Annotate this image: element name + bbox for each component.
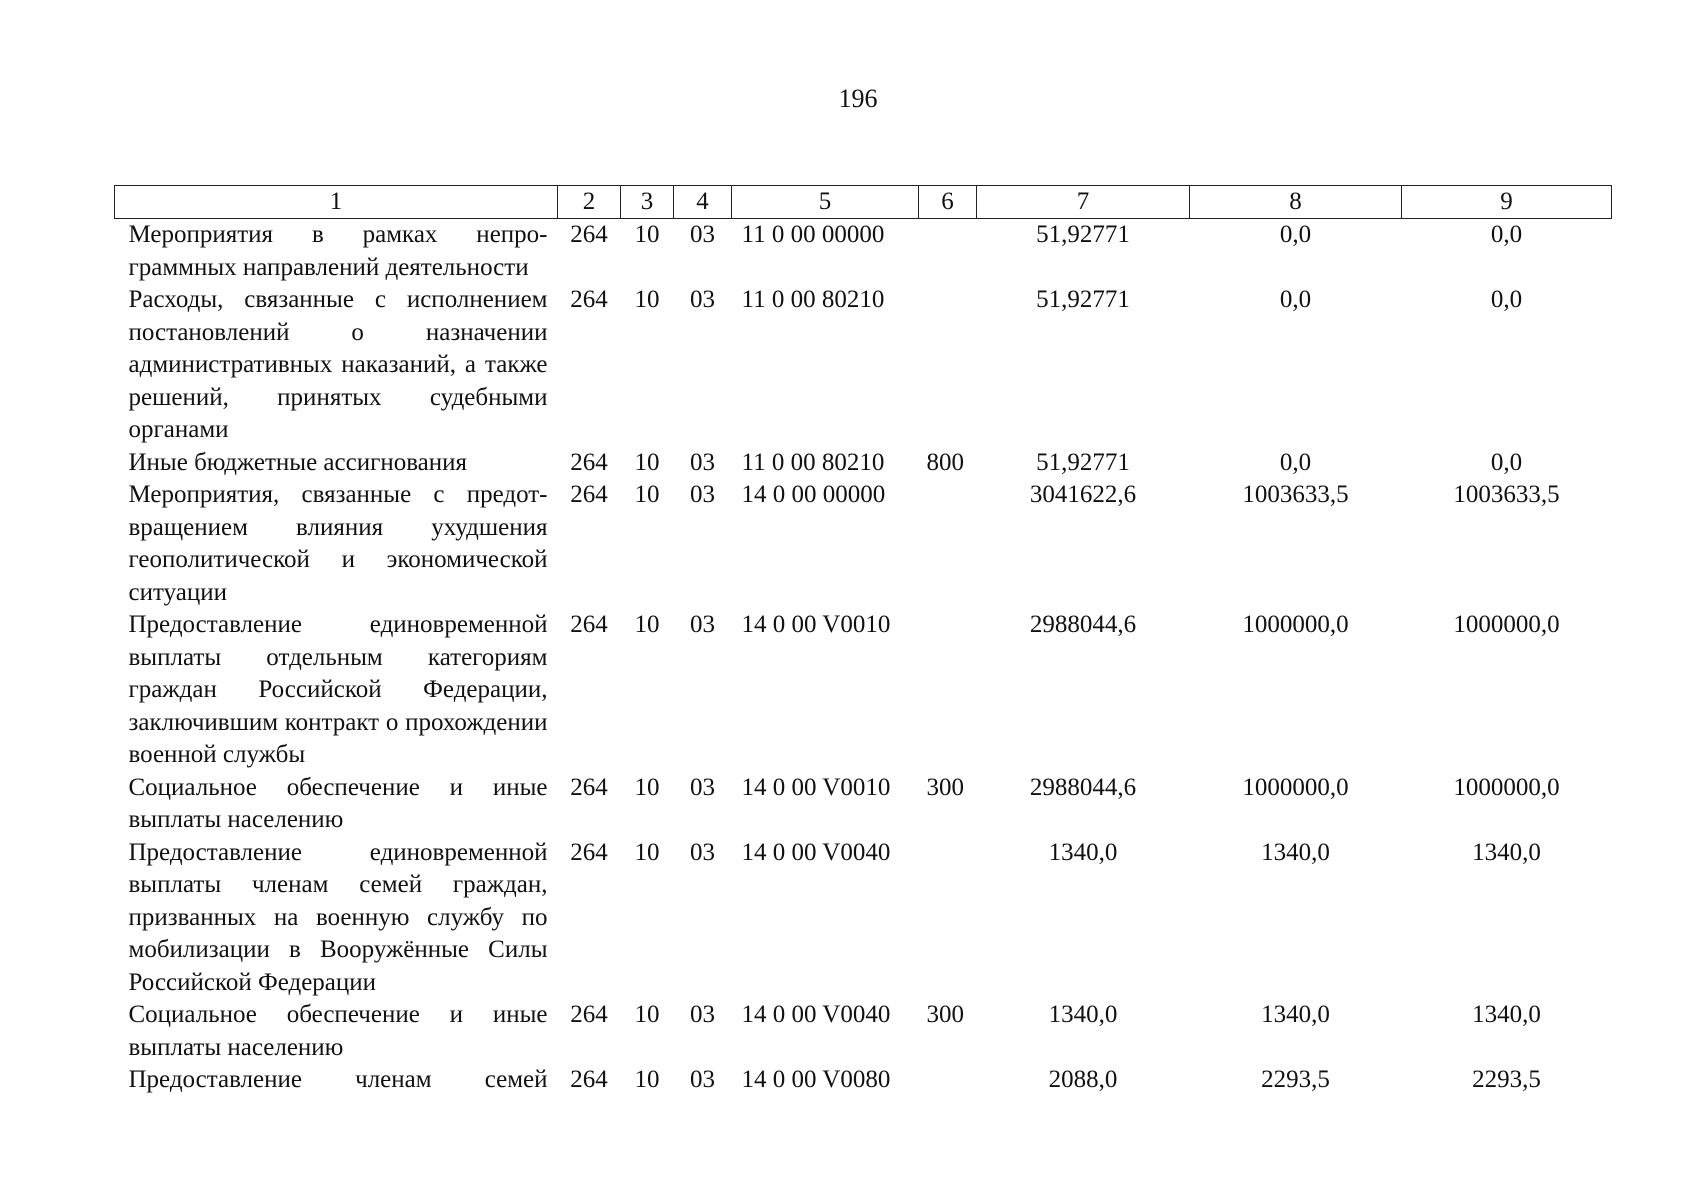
header-col-2: 2 xyxy=(558,186,621,219)
row-target-article: 14 0 00 V0040 xyxy=(741,1001,891,1028)
budget-table xyxy=(114,185,1612,1097)
row-amount-col9: 1000000,0 xyxy=(1453,773,1560,801)
row-section-code: 10 xyxy=(634,448,660,476)
row-name: Социальное обеспечение и иные выплаты населению xyxy=(128,1001,548,1061)
table-body xyxy=(115,219,1612,1097)
row-section-code: 10 xyxy=(634,1066,660,1093)
row-ministry-code: 264 xyxy=(570,448,608,476)
row-name: Мероприятия, связанные с предотвращением влияния ухудшения геополитической и экономической ситуации xyxy=(128,481,548,606)
row-expense-type: 800 xyxy=(926,448,964,476)
row-ministry-code: 264 xyxy=(570,773,608,801)
row-ministry-code: 264 xyxy=(570,221,608,248)
table-row xyxy=(115,837,1612,1000)
header-col-7: 7 xyxy=(977,186,1190,219)
table-row xyxy=(115,999,1612,1064)
budget-table-container xyxy=(114,185,1611,1097)
row-name: Социальное обеспечение и иные выплаты населению xyxy=(128,773,548,833)
row-amount-col8: 1340,0 xyxy=(1261,838,1330,866)
row-target-article: 14 0 00 00000 xyxy=(741,481,886,508)
row-section-code: 10 xyxy=(634,773,660,801)
row-subsection-code: 03 xyxy=(690,838,715,866)
row-expense-type xyxy=(919,219,977,285)
row-subsection-code: 03 xyxy=(690,1001,715,1028)
row-expense-type: 300 xyxy=(926,1001,964,1028)
row-amount-col9: 1340,0 xyxy=(1472,838,1541,866)
table-row xyxy=(115,609,1612,772)
row-name: Расходы, связанные с исполнением постановлений о назначении административных наказаний, а также решений, принятых судебными органами xyxy=(128,286,548,443)
header-col-5: 5 xyxy=(732,186,919,219)
row-amount-col8: 1340,0 xyxy=(1261,1001,1330,1028)
table-row xyxy=(115,479,1612,609)
header-col-6: 6 xyxy=(919,186,977,219)
row-name: Иные бюджетные ассигнования xyxy=(128,448,468,476)
row-subsection-code: 03 xyxy=(690,1066,715,1093)
header-row xyxy=(115,186,1612,219)
row-amount-col9: 1003633,5 xyxy=(1453,481,1560,508)
row-section-code: 10 xyxy=(634,481,660,508)
row-ministry-code: 264 xyxy=(570,1001,608,1028)
row-expense-type xyxy=(919,479,977,609)
row-expense-type xyxy=(919,1064,977,1097)
row-amount-col9: 0,0 xyxy=(1490,221,1523,248)
row-name: Мероприятия в рамках непрограммных направлений деятельности xyxy=(128,221,548,281)
row-amount-col9: 1000000,0 xyxy=(1453,611,1560,638)
row-amount-col9: 1340,0 xyxy=(1472,1001,1541,1028)
row-amount-col7: 2988044,6 xyxy=(1029,773,1137,801)
row-subsection-code: 03 xyxy=(690,611,715,638)
page-number: 196 xyxy=(838,84,878,113)
row-name: Предоставление единовременной выплаты отдельным категориям граждан Российской Федерации, заключившим контракт о прохождении военной службы xyxy=(128,611,548,768)
table-row xyxy=(115,284,1612,447)
row-amount-col9: 0,0 xyxy=(1490,448,1523,476)
row-amount-col7: 51,92771 xyxy=(1036,448,1130,476)
row-amount-col8: 1000000,0 xyxy=(1242,773,1349,801)
row-expense-type: 300 xyxy=(926,773,964,801)
table-header xyxy=(115,186,1612,219)
row-amount-col7: 2988044,6 xyxy=(1029,611,1137,638)
row-amount-col7: 1340,0 xyxy=(1048,838,1118,866)
row-amount-col7: 3041622,6 xyxy=(1029,481,1137,508)
row-amount-col7: 2088,0 xyxy=(1048,1066,1118,1093)
row-target-article: 14 0 00 V0040 xyxy=(741,838,891,866)
row-target-article: 11 0 00 80210 xyxy=(741,286,885,313)
header-col-9: 9 xyxy=(1402,186,1612,219)
row-section-code: 10 xyxy=(634,221,660,248)
row-ministry-code: 264 xyxy=(570,611,608,638)
table-row xyxy=(115,447,1612,480)
row-ministry-code: 264 xyxy=(570,481,608,508)
row-section-code: 10 xyxy=(634,286,660,313)
header-col-1: 1 xyxy=(115,186,558,219)
row-subsection-code: 03 xyxy=(690,286,715,313)
row-target-article: 11 0 00 80210 xyxy=(741,448,885,476)
row-section-code: 10 xyxy=(634,611,660,638)
row-amount-col8: 1003633,5 xyxy=(1242,481,1349,508)
row-section-code: 10 xyxy=(634,1001,660,1028)
row-expense-type xyxy=(919,609,977,772)
row-target-article: 14 0 00 V0010 xyxy=(741,773,891,801)
row-amount-col7: 51,92771 xyxy=(1036,286,1130,313)
row-target-article: 11 0 00 00000 xyxy=(741,221,885,248)
row-amount-col9: 0,0 xyxy=(1490,286,1523,313)
header-col-3: 3 xyxy=(621,186,674,219)
table-row xyxy=(115,1064,1612,1097)
table-row xyxy=(115,219,1612,285)
row-target-article: 14 0 00 V0080 xyxy=(741,1066,891,1093)
row-amount-col8: 1000000,0 xyxy=(1242,611,1349,638)
row-name: Предоставление единовременной выплаты членам семей граждан, призванных на военную службу по мобилизации в Вооружённые Силы Российской Федерации xyxy=(128,838,548,996)
row-target-article: 14 0 00 V0010 xyxy=(741,611,891,638)
row-subsection-code: 03 xyxy=(690,448,715,476)
row-subsection-code: 03 xyxy=(690,773,715,801)
row-subsection-code: 03 xyxy=(690,481,715,508)
row-expense-type xyxy=(919,284,977,447)
row-name: Предоставление членам семей xyxy=(128,1066,548,1093)
row-amount-col7: 1340,0 xyxy=(1048,1001,1118,1028)
row-ministry-code: 264 xyxy=(570,286,608,313)
row-amount-col8: 2293,5 xyxy=(1261,1066,1330,1093)
row-ministry-code: 264 xyxy=(570,838,608,866)
row-subsection-code: 03 xyxy=(690,221,715,248)
table-row xyxy=(115,772,1612,837)
row-amount-col8: 0,0 xyxy=(1279,286,1312,313)
row-expense-type xyxy=(919,837,977,1000)
row-amount-col9: 2293,5 xyxy=(1472,1066,1541,1093)
row-amount-col7: 51,92771 xyxy=(1036,221,1130,248)
row-section-code: 10 xyxy=(634,838,660,866)
row-amount-col8: 0,0 xyxy=(1279,221,1312,248)
header-col-4: 4 xyxy=(674,186,732,219)
row-ministry-code: 264 xyxy=(570,1066,608,1093)
row-amount-col8: 0,0 xyxy=(1279,448,1312,476)
header-col-8: 8 xyxy=(1190,186,1402,219)
